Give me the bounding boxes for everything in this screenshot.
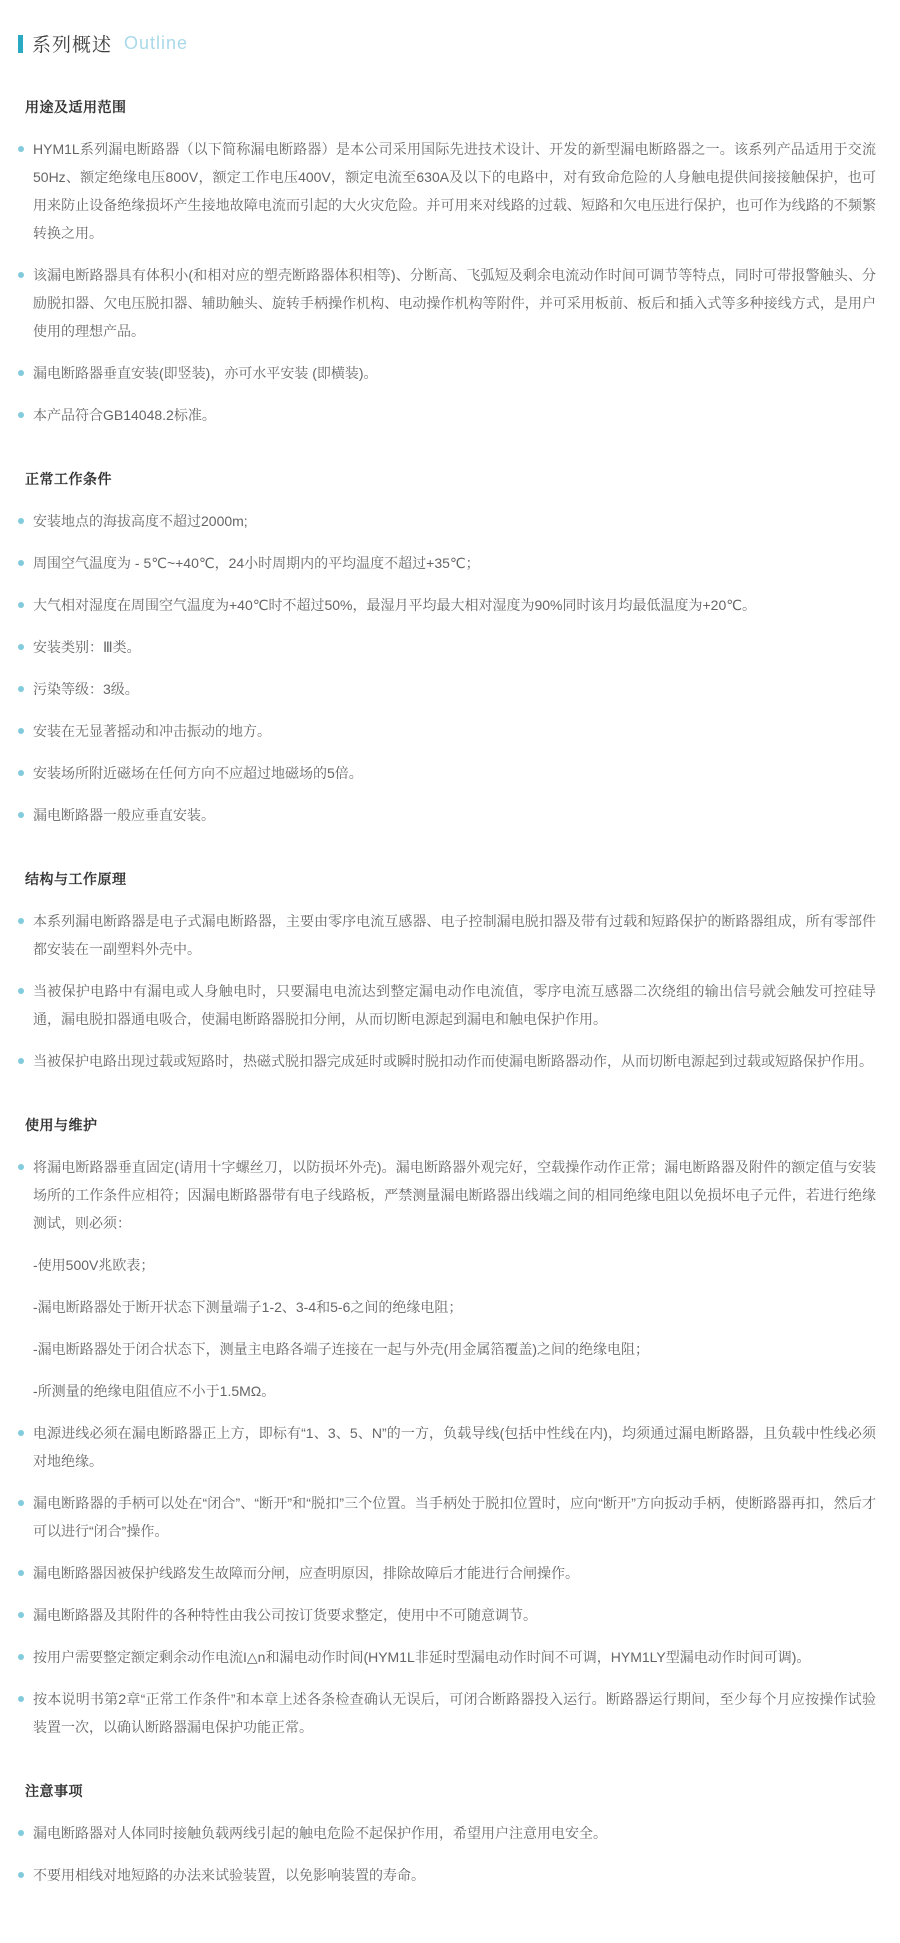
item-text: 周围空气温度为 - 5℃~+40℃，24小时周期内的平均温度不超过+35℃； <box>33 555 480 571</box>
item-text: 漏电断路器对人体同时接触负载两线引起的触电危险不起保护作用，希望用户注意用电安全。 <box>33 1825 607 1841</box>
bullet-item <box>18 1601 876 1629</box>
item-text: 当被保护电路出现过载或短路时，热磁式脱扣器完成延时或瞬时脱扣动作而使漏电断路器动作，从而切断电源起到过载或短路保护作用。 <box>33 1053 873 1069</box>
bullet-item <box>18 261 876 345</box>
section-precautions <box>18 1781 876 1889</box>
bullet-item <box>18 759 876 787</box>
bullet-item <box>18 549 876 577</box>
bullet-dot-icon <box>18 1430 24 1436</box>
item-text: -使用500V兆欧表； <box>33 1257 155 1273</box>
bullet-item <box>18 401 876 429</box>
sub-item <box>18 1293 876 1321</box>
page-title: 系列概述 <box>32 35 113 56</box>
section-title: 注意事项 <box>25 1783 83 1799</box>
page-header <box>18 30 876 57</box>
item-text: 电源进线必须在漏电断路器正上方，即标有“1、3、5、N”的一方，负载导线(包括中性线在内)，均须通过漏电断路器，且负载中性线必须对地绝缘。 <box>33 1425 876 1469</box>
bullet-dot-icon <box>18 770 24 776</box>
bullet-item <box>18 1819 876 1847</box>
bullet-item <box>18 359 876 387</box>
bullet-item <box>18 717 876 745</box>
section-structure-principle <box>18 869 876 1075</box>
bullet-dot-icon <box>18 1830 24 1836</box>
bullet-dot-icon <box>18 1164 24 1170</box>
item-text: 漏电断路器的手柄可以处在“闭合”、“断开”和“脱扣”三个位置。当手柄处于脱扣位置时，应向“断开”方向扳动手柄，使断路器再扣，然后才可以进行“闭合”操作。 <box>33 1495 876 1539</box>
bullet-dot-icon <box>18 146 24 152</box>
bullet-item <box>18 1419 876 1475</box>
item-text: 按本说明书第2章“正常工作条件”和本章上述各条检查确认无误后，可闭合断路器投入运行。断路器运行期间，至少每个月应按操作试验装置一次，以确认断路器漏电保护功能正常。 <box>33 1691 876 1735</box>
item-text: 安装地点的海拔高度不超过2000m; <box>33 513 248 529</box>
bullet-dot-icon <box>18 412 24 418</box>
sub-item <box>18 1377 876 1405</box>
bullet-item <box>18 135 876 247</box>
item-text: 漏电断路器垂直安装(即竖装)，亦可水平安装 (即横装)。 <box>33 365 378 381</box>
bullet-dot-icon <box>18 1654 24 1660</box>
bullet-dot-icon <box>18 686 24 692</box>
item-text: 当被保护电路中有漏电或人身触电时，只要漏电电流达到整定漏电动作电流值，零序电流互感器二次绕组的输出信号就会触发可控硅导通，漏电脱扣器通电吸合，使漏电断路器脱扣分闸，从而切断电源起到漏电和触电保护作用。 <box>33 983 876 1027</box>
bullet-dot-icon <box>18 1612 24 1618</box>
bullet-item <box>18 1047 876 1075</box>
bullet-dot-icon <box>18 602 24 608</box>
item-text: 本产品符合GB14048.2标准。 <box>33 407 216 423</box>
section-title: 正常工作条件 <box>25 471 112 487</box>
bullet-dot-icon <box>18 1696 24 1702</box>
bullet-dot-icon <box>18 272 24 278</box>
section-working-conditions <box>18 469 876 829</box>
bullet-item <box>18 591 876 619</box>
bullet-item <box>18 1685 876 1741</box>
page-title-en: Outline <box>124 33 189 53</box>
bullet-dot-icon <box>18 1570 24 1576</box>
bullet-item <box>18 1559 876 1587</box>
item-text: 安装场所附近磁场在任何方向不应超过地磁场的5倍。 <box>33 765 363 781</box>
bullet-item <box>18 1643 876 1671</box>
item-text: -漏电断路器处于断开状态下测量端子1-2、3-4和5-6之间的绝缘电阻； <box>33 1299 463 1315</box>
bullet-dot-icon <box>18 812 24 818</box>
title-accent-bar-icon <box>18 35 23 53</box>
bullet-item <box>18 675 876 703</box>
sub-item <box>18 1251 876 1279</box>
item-text: -所测量的绝缘电阻值应不小于1.5MΩ。 <box>33 1383 276 1399</box>
section-title: 用途及适用范围 <box>25 99 127 115</box>
bullet-item <box>18 1489 876 1545</box>
bullet-dot-icon <box>18 728 24 734</box>
bullet-item <box>18 801 876 829</box>
bullet-dot-icon <box>18 918 24 924</box>
item-text: -漏电断路器处于闭合状态下，测量主电路各端子连接在一起与外壳(用金属箔覆盖)之间的绝缘电阻； <box>33 1341 649 1357</box>
bullet-dot-icon <box>18 1500 24 1506</box>
bullet-dot-icon <box>18 518 24 524</box>
section-use-maintenance <box>18 1115 876 1741</box>
bullet-item <box>18 507 876 535</box>
bullet-dot-icon <box>18 988 24 994</box>
item-text: 按用户需要整定额定剩余动作电流I△n和漏电动作时间(HYM1L非延时型漏电动作时间不可调，HYM1LY型漏电动作时间可调)。 <box>33 1649 811 1665</box>
bullet-item <box>18 977 876 1033</box>
bullet-dot-icon <box>18 1872 24 1878</box>
item-text: 大气相对湿度在周围空气温度为+40℃时不超过50%，最湿月平均最大相对湿度为90%同时该月均最低温度为+20℃。 <box>33 597 756 613</box>
bullet-item <box>18 1861 876 1889</box>
item-text: 漏电断路器因被保护线路发生故障而分闸，应查明原因，排除故障后才能进行合闸操作。 <box>33 1565 579 1581</box>
section-usage-scope <box>18 97 876 429</box>
bullet-item <box>18 633 876 661</box>
item-text: 该漏电断路器具有体积小(和相对应的塑壳断路器体积相等)、分断高、飞弧短及剩余电流动作时间可调节等特点，同时可带报警触头、分励脱扣器、欠电压脱扣器、辅助触头、旋转手柄操作机构、电动操作机构等附件，并可采用板前、板后和插入式等多种接线方式，是用户使用的理想产品。 <box>33 267 876 339</box>
section-title: 使用与维护 <box>25 1117 98 1133</box>
bullet-item <box>18 1153 876 1237</box>
sub-item <box>18 1335 876 1363</box>
item-text: 漏电断路器及其附件的各种特性由我公司按订货要求整定，使用中不可随意调节。 <box>33 1607 537 1623</box>
item-text: 安装类别：Ⅲ类。 <box>33 639 141 655</box>
item-text: 不要用相线对地短路的办法来试验装置，以免影响装置的寿命。 <box>33 1867 425 1883</box>
sections-container <box>18 97 876 1889</box>
bullet-dot-icon <box>18 1058 24 1064</box>
item-text: 将漏电断路器垂直固定(请用十字螺丝刀，以防损坏外壳)。漏电断路器外观完好，空载操作动作正常；漏电断路器及附件的额定值与安装场所的工作条件应相符；因漏电断路器带有电子线路板，严禁测量漏电断路器出线端之间的相同绝缘电阻以免损坏电子元件，若进行绝缘测试，则必须： <box>33 1159 876 1231</box>
bullet-dot-icon <box>18 644 24 650</box>
section-title: 结构与工作原理 <box>25 871 127 887</box>
item-text: 污染等级：3级。 <box>33 681 139 697</box>
item-text: 漏电断路器一般应垂直安装。 <box>33 807 215 823</box>
bullet-dot-icon <box>18 370 24 376</box>
item-text: HYM1L系列漏电断路器（以下简称漏电断路器）是本公司采用国际先进技术设计、开发的新型漏电断路器之一。该系列产品适用于交流50Hz、额定绝缘电压800V，额定工作电压400V，额定电流至630A及以下的电路中，对有致命危险的人身触电提供间接接触保护，也可用来防止设备绝缘损坏产生接地故障电流而引起的大火灾危险。并可用来对线路的过载、短路和欠电压进行保护，也可作为线路的不频繁转换之用。 <box>33 141 876 241</box>
bullet-item <box>18 907 876 963</box>
item-text: 安装在无显著摇动和冲击振动的地方。 <box>33 723 271 739</box>
bullet-dot-icon <box>18 560 24 566</box>
item-text: 本系列漏电断路器是电子式漏电断路器，主要由零序电流互感器、电子控制漏电脱扣器及带有过载和短路保护的断路器组成，所有零部件都安装在一副塑料外壳中。 <box>33 913 876 957</box>
